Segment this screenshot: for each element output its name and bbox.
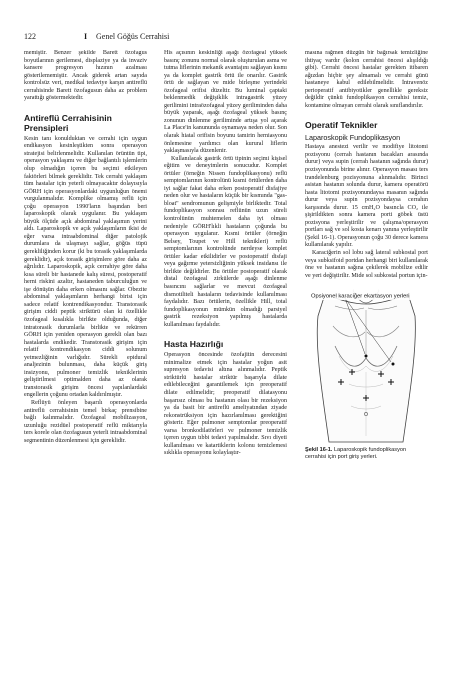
figure-port-sites — [305, 286, 428, 461]
figure-caption-number: Şekil 16-1. — [305, 447, 333, 454]
column-left — [24, 50, 147, 655]
section-number: I — [84, 32, 88, 41]
figure-label: Opsiyonel karaciğer ekartasyon yerleri — [311, 293, 410, 300]
paragraph: memiştir. Benzer şekilde Barett özofagus boyutlarının gerilemesi, displaziye ya da invaziv kansere progresyon hızının azalması gösterilememiştir. Ancak giderek artan sayıda kontrolsüz veri, medikal tedaviye karşın antireflü cerrahisinde Barett özofagusun daha az problem yarattığı göstermektedir. — [24, 50, 147, 102]
torso-illustration — [305, 286, 428, 444]
paragraph: Reflüyü önleyen başarılı operasyonlarda antireflü cerrahisinin temel birkaç prensibine bağlı kalınmalıdır. Özofageal mobilizasyon, uzunluğu rezidüel postoperatif reflü miktarıyla ters korele olan özofagusun yeterli intraabdominal segmentinin düzenlenmesi için gereklidir. — [24, 399, 147, 444]
paragraph: Karaciğerin sol lobu sağ lateral subkostal port veya subksifoid portdan herhangi biri kullanılarak öne ve hastanın sağına çekilerek mobilize edilir ve yeri değiştirilir. Mide sol subkostal portun için- — [305, 250, 428, 279]
column-middle — [164, 50, 287, 655]
paragraph: Kullanılacak gastrik örtü tipinin seçimi kişisel eğitim ve deneyimlerin sonucudur. Komplet örtüler (örneğin Nissen fundoplikasyonu) reflü semptomlarının kontrolünü kısmi örtülerden daha iyi sağlar fakat daha erken postoperatif disfajiye neden olur ve hastaların küçük bir kısmında "gas-bloat" sendromunun gelişmiyle birliktedir. Total fundoplikasyon sonrası reflünün uzun süreli kontrolünün muhtemelen daha iyi olması nedeniyle GÖRH'lıkli hastaların çoğunda bu operasyon uygulanır. Kısmi örtüler (örneğin Belsey, Toupet ve Hill teknikleri) reflü semptomlarının kontrolünde nerdeyse komplet örtüler kadar etkilidirler ve postoperatif disfaji veya gağırme yetersizliğinin yüksek insidansı ile birlikte değildirler. Bu örtüler postoperatif olarak distal özofageal zirkülerde aşağı dinlenme basıncını sağlarlar ve mevcut özofageal dismotiliteli hastaların tedavisinde kullanılması faydalıdır. Bazı örtülerin, özellikle Hill, total fundoplikasyonun mümkün olmadığı parsiyel gastrik rezeksiyon yapılmış hastalarda kullanılması faydalıdır. — [164, 155, 287, 328]
paragraph: Kesin tanı konulduktan ve cerrahi için uygun endikasyon kesinleştikten sonra operasyon stratejisi belirlenmelidir. Kullanılan örüntün tipi, operasyon yaklaşımı ve diğer bağlantılı işlemlerin olup olmadığın içeren bu seçimi etkileyen faktörleri bilmek gereklidir. Tek cerrahi yaklaşım tüm hastalar için yeterli olmayacaktır dolayısıyla GÖRH için operasyonlardaki uygunluğun önemi vurgulanmalıdır. Komplike olmamış reflü için çoğu operasyon 1990'ların başından beri laparoskopik olarak uygulanır. Bu yaklaşım büyük ölçüde açık abdominal yaklaşımın yerini aldı. Laparoskopik ve açık yaklaşımların ikisi de eğer varsa intraabdominal diğer patolojik durumlara da ulaşmayı sağlar, göğüs tüpü gerekliliğinden korur (ki bu torasik yaklaşımlarda gereklidir), açık torasik girişimlere göre daha az ağrılıdır. Laparoskopik, açık cerrahiye göre daha kısa süreli bir hastanede kalış süresi, postoperatif herni riskini azaltır, hastaneden taburculuğun ve işe dönüşün daha erken olmasını sağlar. Obezite abdominal yaklaşımların herhangi birisi için sadece relatif kontrendikasyondur. Transtorasik girişim ciddi peptik striktürü olan ki özellikle özofageal kısalıkla birlikte olduğunda, diğer intratorasik durumlarla birlikte ve rekürren GÖRH için yeniden operasyon gerekli olan bazı hastalarda endikedir. Transtorasik girişim için relatif kontrendikasyon ciddi solunum yetmezliğinin varlığıdır. Sürekli epidural analjezinin bulunması, daha küçük giriş insizyonu, pulmoner temizlik tekniklerinin geliştirilmesi optimalden daha az olarak transtorasik girişim öncesi yapılanlardaki engellerin çoğunu ortadan kaldırılmıştır. — [24, 135, 147, 399]
paragraph: masına rağmen düzgün bir bağırsak temizliğine ihtiyaç vardır (kolon cerrahisi öncesi alışıldığı gibi). Cerrahi öncesi hastalar gerekten itibaren ağızdan hiçbir şey almamalı ve cerrahi günü hastaneye kabul edilebilmelidir. İntravenöz perioperatif antibiyotikler genellikle gereksiz değildir çünkü fundoplikasyon cerrahisi temiz, kontamine olmayan cerrahi olarak sınıflandırılır. — [305, 50, 428, 109]
page-number: 122 — [24, 32, 36, 41]
chapter-title: Genel Göğüs Cerrahisi — [96, 32, 170, 41]
subheading-laparoscopic-fundoplication: Laparoskopik Fundoplikasyon — [305, 133, 401, 143]
figure-caption-text: Laparoskopik fundoplikasyon cerrahisi için port giriş yerleri. — [305, 447, 407, 461]
section-heading-operative-techniques: Operatif Teknikler — [305, 120, 378, 131]
section-heading-principles: Antireflü Cerrahisinin Prensipleri — [24, 112, 112, 133]
paragraph: Hastaya anestezi verilir ve modifiye litotomi pozisyonu (cerrah hastanın bacakları arasında durur) veya supin (cerrah hastanın sağında durur) pozisyonunda birine alınır. Operasyon masası ters trandelenburg pozisyonuna alınmalıdır. Birinci asistan hastanın solunda durur, kamera operatörü hasta litotomi pozisyonundaysa masanın sağında durur veya supin pozisyondaysa cerrahın karşısında durur. 15 cmH₂O basıncla CO₂ ile şişirildikten sonra kamera porti göbek üstü pozisyona yerleştirilir ve çalışma/operasyon portları sağ ve sol kosta kenarı yanına yerleştirilir (Şekil 16-1). Operasyonun çoğu 30 derece kamera kullanılarak yapılır. — [305, 144, 428, 249]
paragraph: Operasyon öncesinde özofajitin derecesini minimalize etmek için hastalar yoğun asit supresyon tedavisi altına alınmalıdır. Peptik striktürlü hastalar striktür başarıyla dilate edilebileceğini garantilemek için preoperatif dilate edilmelidir; preoperatif dilatasyonu başarısız olması bu hastanın olası bir rezeksiyon ya da basit bir antireflü ameliyatından ziyade rekonstrüksiyon için hazırlanılması gerektiğini gösterir. Eğer pulmoner semptomlar preoperatif varsa bronkodilatörleri ve pulmoner temizlik içeren uygun tıbbi tedavi yapılmalıdır. Sıvı diyeti kullanılması ve katartiklerin kolonu temizlemesi sıklıkla operasyonu kolaylaştır- — [164, 352, 287, 457]
column-right — [305, 50, 428, 655]
figure-caption — [305, 447, 428, 461]
paragraph: His açısının keskinliği aşağı özofageal yüksek basınç zonunu normal olarak oluşturulan asma ve tutma liflerinin mekanik avantajını sağlayan kısmı ya da komplet gastrik örtü ile onarılır. Gastrik örtü de sağlayan ve mide birleşme yerindeki özofageal orifisi düzeltir. Bu luminal çaptaki beklenmedik değişiklik intragastrik yüzey gerilimini intraözofageal yüzey geriliminden daha büyük yaparak, aşağı özofageal yüksek basınç zonunun dinlenme geriliminde artışa yol açarak La Place'in kanununda oynamaya neden olur. Son olarak hiatal orifisin boyunu tamirin herniasyonu önlemesine yardımcı olan kurural liflerin yaklaşmasıyla düzenlenir. — [164, 50, 287, 155]
running-header — [24, 30, 429, 44]
section-heading-patient-prep: Hasta Hazırlığı — [164, 339, 224, 350]
torso-outline — [317, 294, 415, 442]
